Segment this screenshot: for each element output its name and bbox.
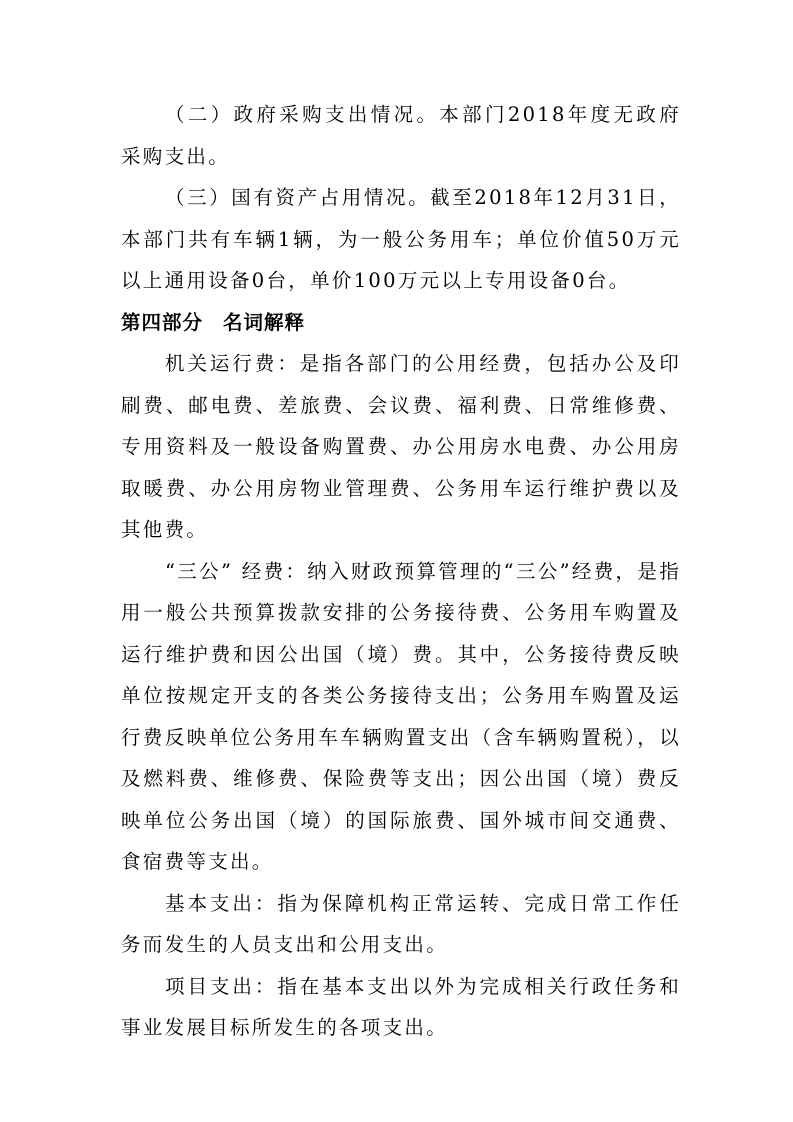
paragraph-three-public-expenses: “三公” 经费：纳入财政预算管理的“三公”经费，是指用一般公共预算拨款安排的公务接待费、公务用车购置及运行维护费和因公出国（境）费。其中，公务接待费反映单位按规定开支的各类公务接待支出；公务用车购置及运行费反映单位公务用车车辆购置支出（含车辆购置税），以及燃料费、维修费、保险费等支出；因公出国（境）费反映单位公务出国（境）的国际旅费、国外城市间交通费、食宿费等支出。 [121,559,681,873]
section-heading [121,302,681,344]
paragraph-basic-expenditure: 基本支出：指为保障机构正常运转、完成日常工作任务而发生的人员支出和公用支出。 [121,891,681,956]
document-body [121,94,681,1049]
paragraph-state-assets: （三）国有资产占用情况。截至2018年12月31日，本部门共有车辆1辆，为一般公务用车；单位价值50万元以上通用设备0台，单价100万元以上专用设备0台。 [121,186,681,292]
section-heading-part: 第四部分 [121,310,204,334]
paragraph-government-procurement: （二）政府采购支出情况。本部门2018年度无政府采购支出。 [121,103,681,168]
paragraph-operating-costs: 机关运行费：是指各部门的公用经费，包括办公及印刷费、邮电费、差旅费、会议费、福利费、日常维修费、专用资料及一般设备购置费、办公用房水电费、办公用房取暖费、办公用房物业管理费、公务用车运行维护费以及其他费。 [121,352,681,541]
section-heading-title: 名词解释 [223,310,306,334]
paragraph-project-expenditure: 项目支出：指在基本支出以外为完成相关行政任务和事业发展目标所发生的各项支出。 [121,974,681,1039]
